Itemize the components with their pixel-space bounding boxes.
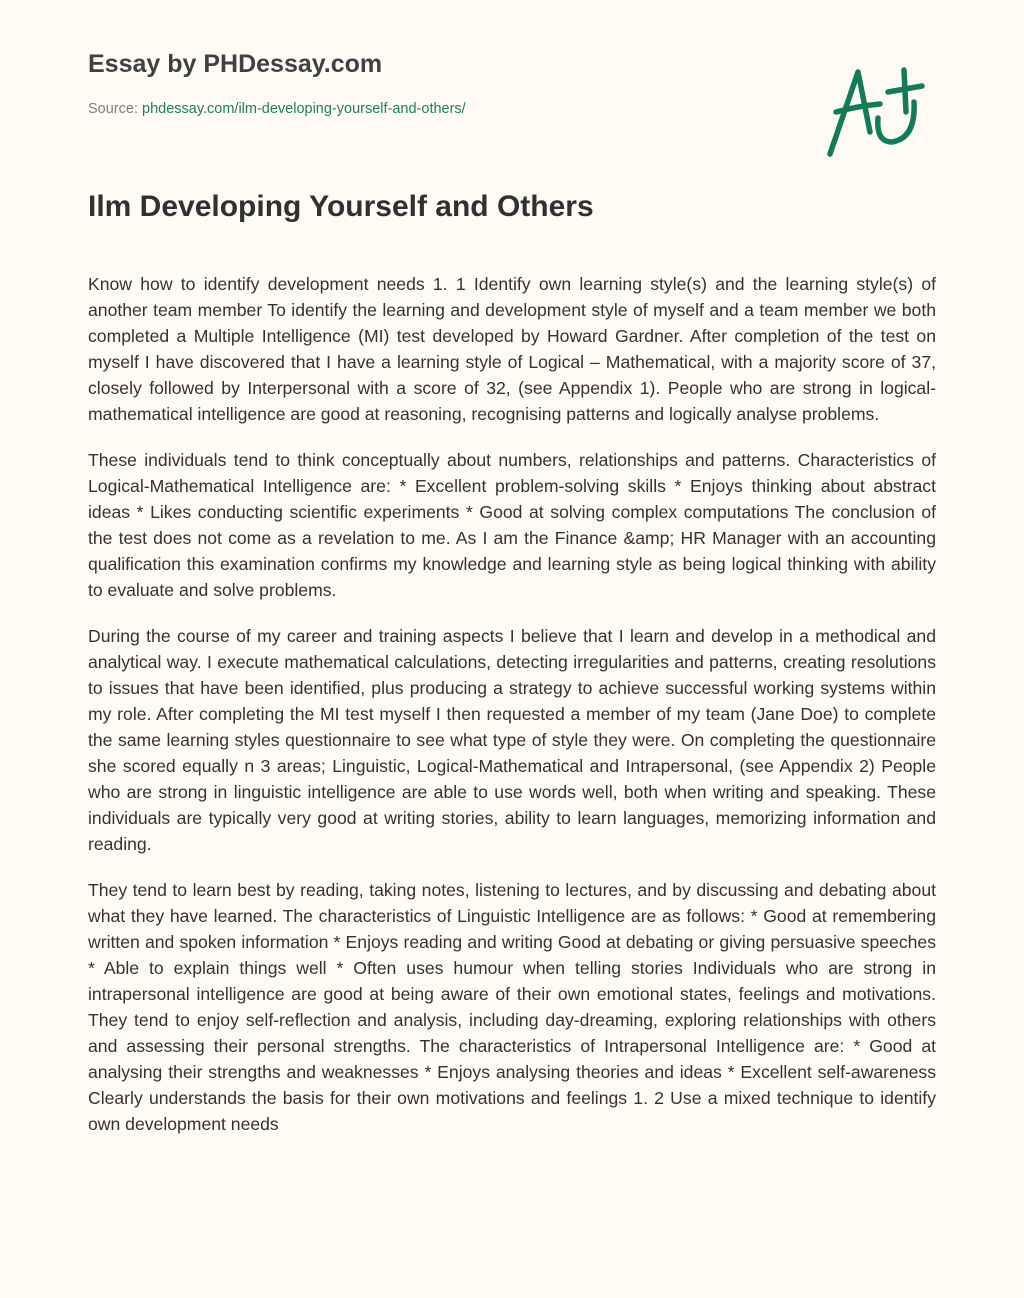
source-line xyxy=(88,101,466,117)
source-link[interactable]: phdessay.com/ilm-developing-yourself-and-others/ xyxy=(142,101,466,117)
paragraph: These individuals tend to think conceptually about numbers, relationships and patterns. Characteristics of Logical-Mathematical Intelligence are: * Excellent problem-solving skills * Enjoys thinking about abstract ideas * Likes conducting scientific experiments * Good at solving complex computations The conclusion of the test does not come as a revelation to me. As I am the Finance &amp; HR Manager with an accounting qualification this examination confirms my knowledge and learning style as being logical thinking with ability to evaluate and solve problems. xyxy=(88,450,936,600)
site-brand: Essay by PHDessay.com xyxy=(88,50,383,78)
paragraph: They tend to learn best by reading, taking notes, listening to lectures, and by discussing and debating about what they have learned. The characteristics of Linguistic Intelligence are as follows: * Good at remembering written and spoken information * Enjoys reading and writing Good at debating or giving persuasive speeches * Able to explain things well * Often uses humour when telling stories Individuals who are strong in intrapersonal intelligence are good at being aware of their own emotional states, feelings and motivations. They tend to enjoy self-reflection and analysis, including day-dreaming, exploring relationships with others and assessing their personal strengths. The characteristics of Intrapersonal Intelligence are: * Good at analysing their strengths and weaknesses * Enjoys analysing theories and ideas * Excellent self-awareness Clearly understands the basis for their own motivations and feelings 1. 2 Use a mixed technique to identify own development needs xyxy=(88,880,936,1134)
a-plus-logo-icon xyxy=(820,62,930,162)
paragraph: During the course of my career and training aspects I believe that I learn and develop in a methodical and analytical way. I execute mathematical calculations, detecting irregularities and patterns, creating resolutions to issues that have been identified, plus producing a strategy to achieve successful working systems within my role. After completing the MI test myself I then requested a member of my team (Jane Doe) to complete the same learning styles questionnaire to see what type of style they were. On completing the questionnaire she scored equally n 3 areas; Linguistic, Logical-Mathematical and Intrapersonal, (see Appendix 2) People who are strong in linguistic intelligence are able to use words well, both when writing and speaking. These individuals are typically very good at writing stories, ability to learn languages, memorizing information and reading. xyxy=(88,626,936,854)
essay-title: Ilm Developing Yourself and Others xyxy=(88,190,594,223)
source-label: Source: xyxy=(88,101,142,117)
essay-body xyxy=(88,271,936,1157)
paragraph: Know how to identify development needs 1. 1 Identify own learning style(s) and the learning style(s) of another team member To identify the learning and development style of myself and a team member we both completed a Multiple Intelligence (MI) test developed by Howard Gardner. After completion of the test on myself I have discovered that I have a learning style of Logical – Mathematical, with a majority score of 37, closely followed by Interpersonal with a score of 32, (see Appendix 1). People who are strong in logical-mathematical intelligence are good at reasoning, recognising patterns and logically analyse problems. xyxy=(88,274,936,424)
